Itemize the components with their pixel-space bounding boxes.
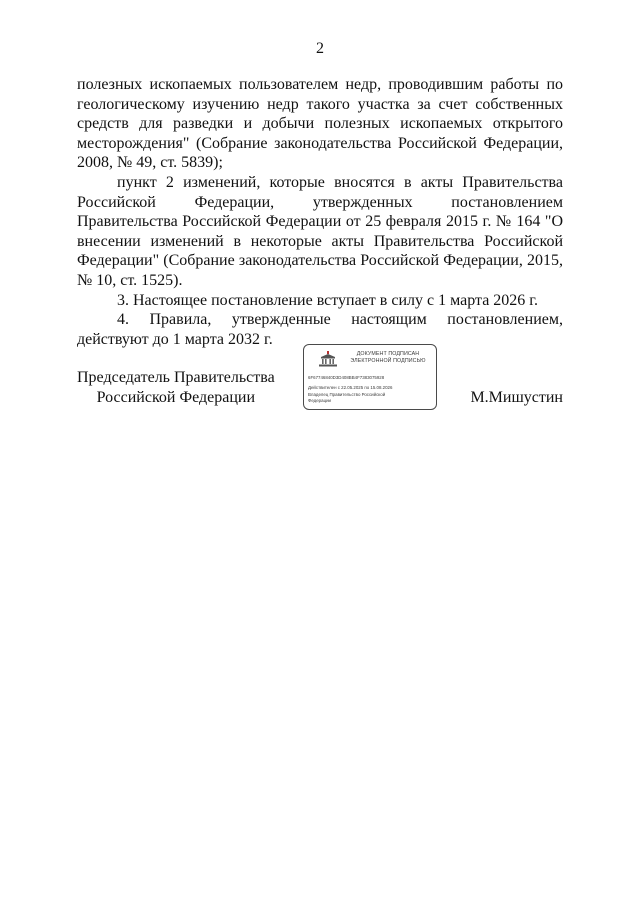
- page-number: 2: [316, 40, 324, 57]
- stamp-owner-line1: Владелец Правительство Российской: [308, 392, 386, 397]
- electronic-signature-stamp: [303, 344, 437, 410]
- stamp-owner-line2: Федерации: [308, 398, 331, 403]
- stamp-title: [342, 351, 434, 365]
- signer-position: [77, 368, 275, 407]
- signer-position-line1: Председатель Правительства: [77, 369, 275, 386]
- document-body: [77, 75, 563, 349]
- stamp-title-line2: ЭЛЕКТРОННОЙ ПОДПИСЬЮ: [350, 358, 426, 364]
- paragraph-item-3: 3. Настоящее постановление вступает в силу с 1 марта 2026 г.: [117, 291, 539, 309]
- stamp-validity: Действителен с 22.05.2025 по 15.08.2026: [308, 385, 393, 390]
- paragraph-continuation: полезных ископаемых пользователем недр, проводившим работы по геологическому изучению недр такого участка за счет собственных средств для разведки и добычи полезных ископаемых открытого месторождения" (Собрание законодательства Российской Федерации, 2008, № 49, ст. 5839);: [77, 76, 563, 172]
- paragraph-item-2: пункт 2 изменений, которые вносятся в акты Правительства Российской Федерации, утвержденных постановлением Правительства Российской Федерации от 25 февраля 2015 г. № 164 "О внесении изменений в некоторые акты Правительства Российской Федерации" (Собрание законодательства Российской Федерации, 2015, № 10, ст. 1525).: [77, 173, 563, 289]
- signer-name: М.Мишустин: [470, 389, 563, 406]
- government-building-icon: [317, 351, 339, 367]
- stamp-title-line1: ДОКУМЕНТ ПОДПИСАН: [356, 351, 420, 357]
- signer-position-line2: Российской Федерации: [96, 388, 256, 406]
- stamp-certificate-number: 6F67746840D3D408BB4F7383075928: [308, 375, 385, 380]
- paragraph-item-4: 4. Правила, утвержденные настоящим постановлением, действуют до 1 марта 2032 г.: [77, 311, 563, 348]
